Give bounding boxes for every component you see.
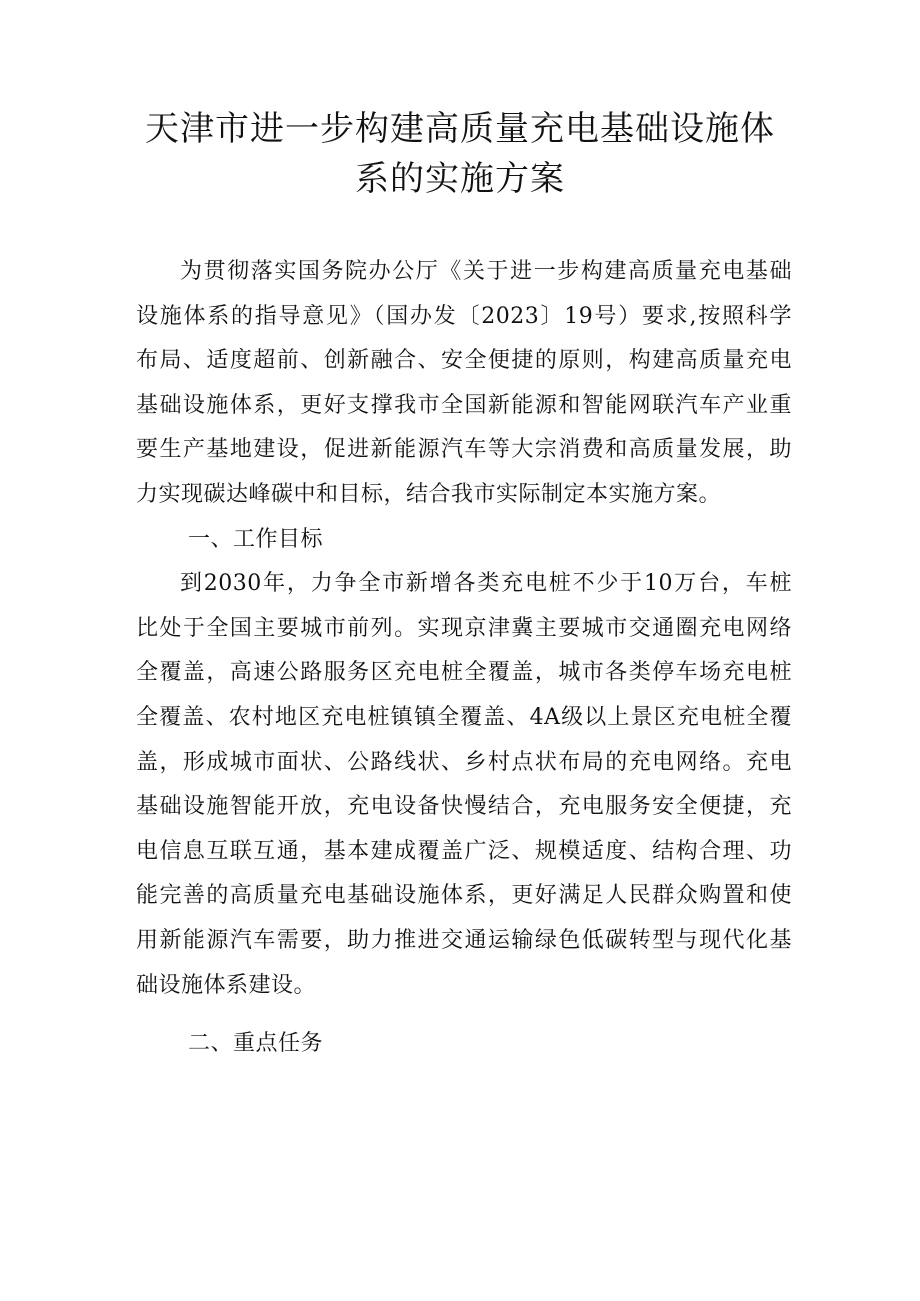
title-line: 系的实施方案	[355, 159, 565, 199]
title-line: 天津市进一步构建高质量充电基础设施体	[145, 109, 775, 149]
paragraph-line: 基础设施体系，更好支撑我市全国新能源和智能网联汽车产业重	[136, 392, 792, 418]
paragraph-line: 电信息互联互通，基本建成覆盖广泛、规模适度、结构合理、功	[136, 838, 792, 864]
paragraph-goals	[136, 562, 792, 1008]
paragraph-line: 用新能源汽车需要，助力推进交通运输绿色低碳转型与现代化基	[136, 927, 792, 953]
paragraph-line: 全覆盖、农村地区充电桩镇镇全覆盖、4A级以上景区充电桩全覆	[136, 704, 792, 730]
document-body	[136, 250, 792, 1067]
paragraph-line: 全覆盖，高速公路服务区充电桩全覆盖，城市各类停车场充电桩	[136, 660, 792, 686]
paragraph-intro	[136, 250, 792, 518]
paragraph-line: 比处于全国主要城市前列。实现京津冀主要城市交通圈充电网络	[136, 615, 792, 641]
section-heading-tasks: 二、重点任务	[188, 1031, 324, 1057]
section-heading-goals: 一、工作目标	[188, 526, 324, 552]
section-spacer	[136, 1008, 792, 1022]
paragraph-line: 础设施体系建设。	[136, 972, 317, 998]
paragraph-line: 要生产基地建设，促进新能源汽车等大宗消费和高质量发展，助	[136, 437, 792, 463]
paragraph-line: 盖，形成城市面状、公路线状、乡村点状布局的充电网络。充电	[136, 749, 792, 775]
paragraph-line: 力实现碳达峰碳中和目标，结合我市实际制定本实施方案。	[136, 481, 722, 507]
document-title	[120, 104, 800, 204]
paragraph-line: 基础设施智能开放，充电设备快慢结合，充电服务安全便捷，充	[136, 794, 792, 820]
paragraph-line: 为贯彻落实国务院办公厅《关于进一步构建高质量充电基础	[180, 259, 792, 284]
paragraph-line: 布局、适度超前、创新融合、安全便捷的原则，构建高质量充电	[136, 348, 792, 374]
paragraph-line: 到2030年，力争全市新增各类充电桩不少于10万台，车桩	[180, 571, 792, 597]
paragraph-line: 设施体系的指导意见》（国办发〔2023〕19号）要求,按照科学	[136, 303, 792, 329]
paragraph-line: 能完善的高质量充电基础设施体系，更好满足人民群众购置和使	[136, 883, 792, 909]
